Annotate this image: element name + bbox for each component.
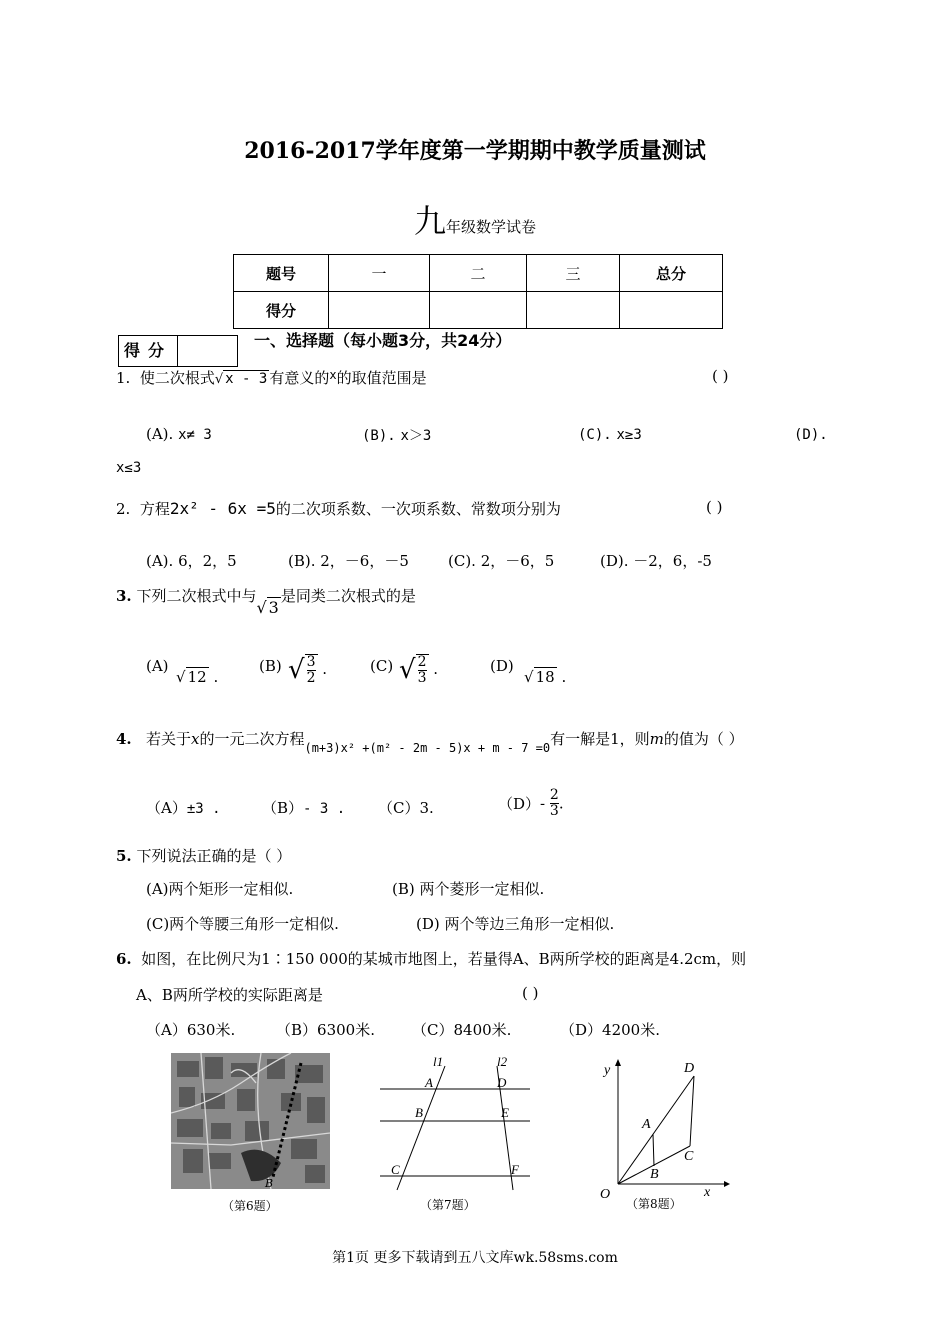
q1-option-a-expr: x≠ 3: [178, 427, 212, 443]
q2-option-a: (A). 6，2，5: [146, 552, 237, 570]
score-table: [233, 254, 723, 329]
q2-answer-paren: ( ): [706, 498, 723, 516]
q4-option-d: [498, 788, 564, 819]
q3-option-b-dot: .: [322, 660, 328, 678]
q3-option-c: √ $\frac{2}{3}$ .: [399, 654, 439, 686]
q1-radicand: x - 3: [225, 371, 268, 387]
fig8-label-o: O: [600, 1187, 611, 1202]
q6-number: 6.: [116, 950, 132, 968]
q4-option-b: [262, 797, 345, 818]
q1-option-a: [146, 425, 212, 443]
question-6: [116, 948, 746, 969]
q3-option-c-dot: .: [433, 660, 439, 678]
q4-var-x: x: [191, 730, 200, 748]
fig8-x-arrow-icon: [724, 1181, 730, 1187]
q2-text-pre: 方程: [139, 500, 170, 518]
q5-option-a: (A)两个矩形一定相似.: [146, 880, 294, 898]
q3-option-b-num: 3: [306, 654, 316, 670]
section-title: 一、选择题（每小题3分，共24分）: [254, 331, 512, 350]
question-2: [116, 498, 561, 519]
q4-text-post2: 的值为（ ）: [663, 730, 744, 748]
q4-option-a: [146, 797, 221, 818]
question-4: [116, 728, 744, 755]
q6-option-a: （A）630米.: [146, 1021, 236, 1039]
score-header-cell: 总分: [620, 255, 723, 292]
fig8-label-x: x: [704, 1185, 711, 1200]
fig8-line-ab: [653, 1134, 654, 1166]
page-footer: 第1页 更多下载请到五八文库wk.58sms.com: [332, 1250, 618, 1266]
q3-option-a: √ 12 .: [176, 668, 219, 686]
q6-option-b: （B）6300米.: [276, 1021, 375, 1039]
fig7-label-d: D: [497, 1075, 507, 1090]
q1-text-mid: 有意义的: [269, 369, 330, 387]
q1-option-b-expr: x＞3: [400, 428, 432, 444]
q3-option-b-den: 2: [306, 670, 316, 686]
score-header-cell: 题号: [234, 255, 329, 292]
q3-option-c-num: 2: [417, 654, 427, 670]
q1-option-d-label: (D).: [794, 427, 828, 443]
q1-text-post: 的取值范围是: [336, 369, 427, 387]
q1-number: 1.: [116, 369, 131, 387]
figure-6-map: [171, 1053, 330, 1189]
q4-text-post1: 有一解是1，则: [550, 730, 650, 748]
section-score-box: [118, 335, 238, 367]
q6-answer-paren: ( ): [522, 984, 539, 1002]
q1-radical: √ x - 3: [214, 371, 268, 387]
q4-option-a-label: （A）: [146, 799, 187, 817]
grade-subtitle: 年级数学试卷: [446, 218, 537, 236]
q1-var: x: [329, 368, 337, 382]
q6-line-2: A、B两所学校的实际距离是: [136, 986, 323, 1004]
question-5: [116, 845, 291, 866]
q2-text-post: 的二次项系数、一次项系数、常数项分别为: [275, 500, 561, 518]
q3-option-b: √ $\frac{3}{2}$ .: [288, 654, 328, 686]
fig8-line-dc: [690, 1076, 694, 1146]
q3-option-a-radicand: 12: [187, 668, 207, 686]
q2-number: 2.: [116, 500, 131, 518]
q1-option-d-expr: x≤3: [116, 460, 142, 476]
q4-option-b-value: - 3 .: [303, 801, 346, 817]
q4-var-m: m: [649, 730, 664, 748]
fig7-label-e: E: [501, 1105, 509, 1120]
q3-option-d: √ 18 .: [524, 668, 567, 686]
question-1: [116, 367, 427, 388]
fig8-label-c: C: [684, 1149, 694, 1164]
q4-option-d-num: 2: [549, 787, 559, 803]
q4-option-d-frac: [550, 788, 559, 819]
map-image: [171, 1053, 330, 1189]
q3-radical: √ 3: [256, 598, 279, 617]
q1-option-b: [362, 425, 431, 445]
score-cell[interactable]: [620, 292, 723, 329]
q1-option-a-label: (A).: [146, 425, 174, 443]
fig6-label-b: B: [265, 1177, 274, 1189]
fig7-line-l1: [397, 1066, 445, 1190]
section-score-label: 得分: [119, 336, 178, 366]
q6-option-c: （C）8400米.: [412, 1021, 512, 1039]
score-header-cell: 一: [329, 255, 430, 292]
score-cell[interactable]: [329, 292, 430, 329]
score-header-cell: 三: [527, 255, 620, 292]
q3-option-c-den: 3: [417, 670, 427, 686]
q3-radicand: 3: [268, 598, 279, 617]
q5-option-c: (C)两个等腰三角形一定相似.: [146, 915, 339, 933]
q1-option-c-label: (C).: [578, 427, 612, 443]
q3-option-b-frac: [305, 654, 318, 686]
q1-option-d: [794, 425, 828, 443]
q1-answer-paren: ( ): [712, 367, 729, 385]
q3-text-pre: 下列二次根式中与: [136, 587, 257, 605]
q3-option-b-label: (B): [259, 657, 282, 675]
q3-option-c-frac: [416, 654, 429, 686]
fig7-label-l1: l1: [433, 1054, 444, 1069]
score-header-cell: 二: [430, 255, 527, 292]
fig8-y-arrow-icon: [615, 1059, 621, 1066]
q6-option-d: （D）4200米.: [560, 1021, 660, 1039]
q4-option-b-label: （B）: [262, 799, 304, 817]
q3-number: 3.: [116, 587, 132, 605]
q4-option-d-den: 3: [549, 803, 559, 819]
q1-text-pre: 使二次根式: [139, 369, 215, 387]
score-cell[interactable]: [430, 292, 527, 329]
q5-number: 5.: [116, 847, 132, 865]
q2-option-b: (B). 2，－6，－5: [288, 552, 409, 570]
q1-option-b-label: (B).: [362, 428, 396, 444]
q2-equation: 2x² - 6x =5: [169, 499, 276, 518]
fig7-label-c: C: [391, 1162, 400, 1177]
grade-line: [0, 196, 950, 242]
q2-option-d: (D). －2，6，-5: [600, 552, 712, 570]
q3-option-d-radicand: 18: [535, 668, 555, 686]
q6-line-1: 如图，在比例尺为1∶150 000的某城市地图上，若量得A、B两所学校的距离是4.2cm，则: [141, 950, 747, 968]
figure-7-diagram: [375, 1052, 535, 1192]
fig7-label-b: B: [415, 1105, 423, 1120]
q4-text-mid: 的一元二次方程: [199, 730, 305, 748]
grade-number: 九: [413, 202, 446, 240]
q4-option-d-sign: -: [540, 794, 546, 813]
q4-option-a-value: ±3 .: [186, 801, 221, 817]
fig8-label-y: y: [604, 1063, 611, 1078]
q3-text-post: 是同类二次根式的是: [280, 587, 416, 605]
figure-8-caption: （第8题）: [626, 1197, 682, 1211]
q3-option-c-label: (C): [370, 657, 394, 675]
figure-8-diagram: [596, 1056, 731, 1206]
q5-option-d: (D) 两个等边三角形一定相似.: [416, 915, 615, 933]
figure-7-caption: （第7题）: [420, 1198, 476, 1212]
q1-option-c: [578, 425, 642, 443]
q4-number: 4.: [116, 730, 132, 748]
q5-stem: 下列说法正确的是（ ）: [136, 847, 292, 865]
q4-equation: (m+3)x² +(m² - 2m - 5)x + m - 7 =0: [304, 741, 551, 755]
fig7-label-a: A: [425, 1075, 433, 1090]
fig8-label-b: B: [650, 1167, 659, 1182]
score-row-label: 得分: [234, 292, 329, 329]
question-3: [116, 585, 416, 617]
fig8-label-a: A: [642, 1117, 651, 1132]
figure-6-caption: （第6题）: [222, 1199, 278, 1213]
q5-option-b: (B) 两个菱形一定相似.: [392, 880, 545, 898]
score-cell[interactable]: [527, 292, 620, 329]
q3-option-d-dot: .: [561, 668, 567, 686]
q4-option-d-label: （D）: [498, 795, 541, 813]
q3-option-a-dot: .: [213, 668, 219, 686]
q3-option-a-label: (A): [146, 657, 169, 675]
fig7-label-l2: l2: [497, 1054, 508, 1069]
q3-option-d-label: (D): [490, 657, 514, 675]
q1-option-c-expr: x≥3: [616, 427, 642, 443]
q4-option-d-dot: .: [558, 794, 564, 813]
fig8-label-d: D: [684, 1061, 695, 1076]
q4-option-c: （C）3.: [378, 799, 434, 817]
exam-title: 2016-2017学年度第一学期期中教学质量测试: [244, 138, 706, 164]
q4-text-pre: 若关于: [145, 730, 191, 748]
q2-option-c: (C). 2，－6，5: [448, 552, 555, 570]
fig7-label-f: F: [511, 1162, 519, 1177]
